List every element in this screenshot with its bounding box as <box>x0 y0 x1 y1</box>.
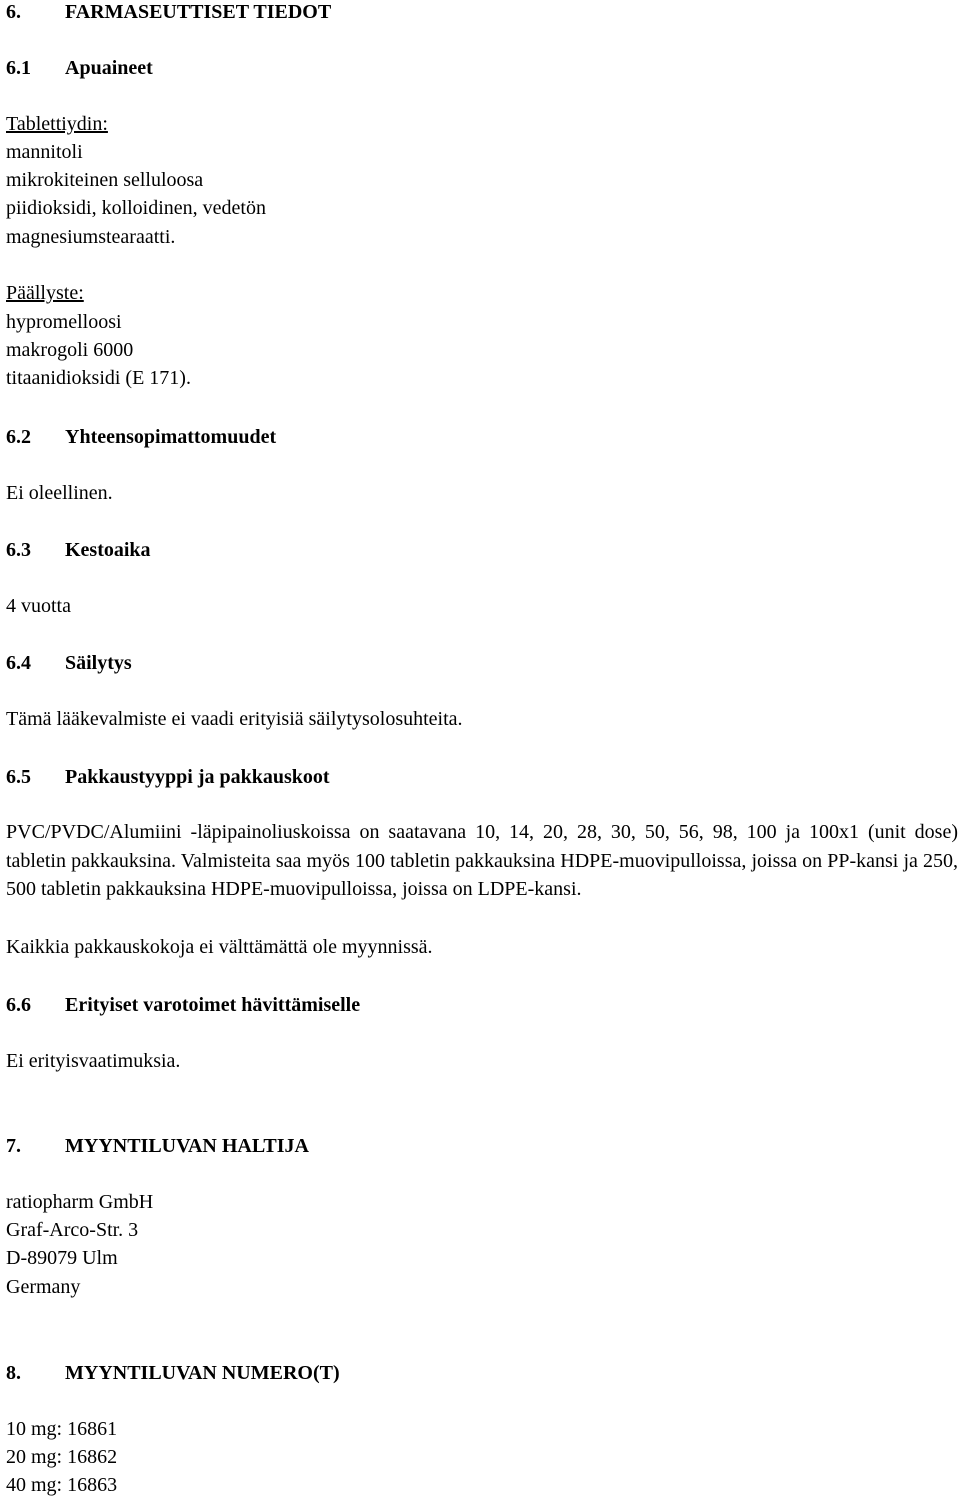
section-title: Kestoaika <box>65 539 151 561</box>
section-6-heading <box>6 0 331 24</box>
section-6-1-heading <box>6 56 153 80</box>
section-note: Kaikkia pakkauskokoja ei välttämättä ole myynnissä. <box>6 936 433 958</box>
excipient-item: mikrokiteinen selluloosa <box>6 169 204 191</box>
section-title: Säilytys <box>65 652 132 674</box>
section-number: 6.2 <box>6 426 31 448</box>
excipient-item: hypromelloosi <box>6 311 122 333</box>
section-number: 7. <box>6 1135 21 1157</box>
excipient-item: makrogoli 6000 <box>6 339 134 361</box>
section-title: Pakkaustyyppi ja pakkauskoot <box>65 766 330 788</box>
section-text: Ei erityisvaatimuksia. <box>6 1050 181 1072</box>
section-6-3-heading <box>6 538 151 562</box>
section-6-2-heading <box>6 425 276 449</box>
coating-label: Päällyste: <box>6 282 84 304</box>
section-number: 6.5 <box>6 766 31 788</box>
section-number: 6. <box>6 1 21 23</box>
section-8-heading <box>6 1361 340 1385</box>
excipient-item: piidioksidi, kolloidinen, vedetön <box>6 197 266 219</box>
section-6-4-heading <box>6 651 132 675</box>
authorization-number: 40 mg: 16863 <box>6 1474 118 1496</box>
section-6-6-heading <box>6 993 360 1017</box>
section-number: 6.3 <box>6 539 31 561</box>
section-number: 6.1 <box>6 57 31 79</box>
section-title: Yhteensopimattomuudet <box>65 426 277 448</box>
section-7-heading <box>6 1134 309 1158</box>
address-line: ratiopharm GmbH <box>6 1191 154 1213</box>
excipient-item: titaanidioksidi (E 171). <box>6 367 191 389</box>
section-title: FARMASEUTTISET TIEDOT <box>65 1 332 23</box>
section-title: MYYNTILUVAN HALTIJA <box>65 1135 309 1157</box>
excipient-item: mannitoli <box>6 141 83 163</box>
section-text: 4 vuotta <box>6 595 71 617</box>
section-title: Erityiset varotoimet hävittämiselle <box>65 994 361 1016</box>
excipient-item: magnesiumstearaatti. <box>6 226 176 248</box>
address-line: Graf-Arco-Str. 3 <box>6 1219 139 1241</box>
section-number: 6.6 <box>6 994 31 1016</box>
section-6-5-heading <box>6 765 330 789</box>
address-line: D-89079 Ulm <box>6 1247 118 1269</box>
authorization-number: 10 mg: 16861 <box>6 1418 118 1440</box>
section-title: Apuaineet <box>65 57 153 79</box>
section-title: MYYNTILUVAN NUMERO(T) <box>65 1362 340 1384</box>
section-number: 8. <box>6 1362 21 1384</box>
packaging-paragraph: PVC/PVDC/Alumiini -läpipainoliuskoissa on saatavana 10, 14, 20, 28, 30, 50, 56, 98, 100 ja 100x1 (unit dose) tabletin pakkauksina. Valmisteita saa myös 100 tabletin pakkauksina HDPE-muovipulloissa, joissa on PP-kansi ja 250, 500 tabletin pakkauksina HDPE-muovipulloissa, joissa on LDPE-kansi. <box>6 821 958 900</box>
authorization-number: 20 mg: 16862 <box>6 1446 118 1468</box>
address-line: Germany <box>6 1276 81 1298</box>
section-text: Ei oleellinen. <box>6 482 113 504</box>
section-text: Tämä lääkevalmiste ei vaadi erityisiä säilytysolosuhteita. <box>6 708 463 730</box>
section-number: 6.4 <box>6 652 31 674</box>
core-label: Tablettiydin: <box>6 113 108 135</box>
